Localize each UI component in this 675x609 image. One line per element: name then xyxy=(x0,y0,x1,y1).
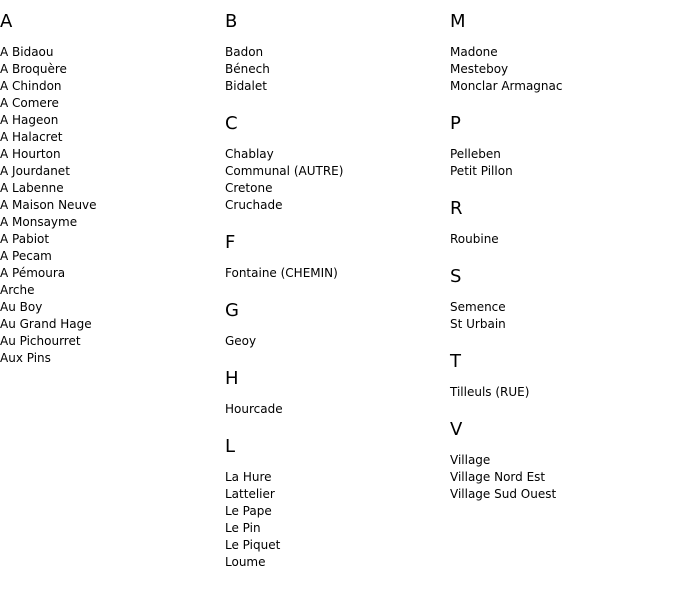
street-link[interactable]: Mesteboy xyxy=(450,62,509,76)
list-item xyxy=(225,163,445,180)
list-item xyxy=(0,248,220,265)
list-item xyxy=(0,350,220,367)
letter-heading: R xyxy=(450,198,463,219)
list-item xyxy=(0,231,220,248)
street-link[interactable]: A Comere xyxy=(0,96,59,110)
list-item xyxy=(450,486,670,503)
street-link[interactable]: Le Pape xyxy=(225,504,272,518)
list-item xyxy=(225,554,445,571)
street-link[interactable]: Bidalet xyxy=(225,79,267,93)
street-link[interactable]: Communal (AUTRE) xyxy=(225,164,344,178)
street-list xyxy=(450,231,670,248)
street-link[interactable]: Chablay xyxy=(225,147,274,161)
list-item xyxy=(0,163,220,180)
list-item xyxy=(0,316,220,333)
street-link[interactable]: La Hure xyxy=(225,470,272,484)
letter-section xyxy=(450,10,670,95)
list-item xyxy=(0,95,220,112)
letter-heading: C xyxy=(225,113,238,134)
list-item xyxy=(225,44,445,61)
list-item xyxy=(450,146,670,163)
street-link[interactable]: Village Sud Ouest xyxy=(450,487,557,501)
letter-section xyxy=(0,10,220,367)
street-link[interactable]: Au Pichourret xyxy=(0,334,81,348)
street-link[interactable]: A Pémoura xyxy=(0,266,66,280)
letter-section xyxy=(450,112,670,180)
street-link[interactable]: Cruchade xyxy=(225,198,283,212)
street-link[interactable]: Fontaine (CHEMIN) xyxy=(225,266,338,280)
list-item xyxy=(450,316,670,333)
street-link[interactable]: Petit Pillon xyxy=(450,164,513,178)
index-column-3 xyxy=(450,10,670,520)
list-item xyxy=(450,78,670,95)
list-item xyxy=(0,180,220,197)
street-link[interactable]: A Chindon xyxy=(0,79,62,93)
letter-heading: P xyxy=(450,113,461,134)
street-link[interactable]: Lattelier xyxy=(225,487,275,501)
letter-section xyxy=(225,10,445,95)
letter-heading: L xyxy=(225,436,236,457)
list-item xyxy=(450,231,670,248)
letter-section xyxy=(450,350,670,401)
street-list xyxy=(225,469,445,571)
letter-section xyxy=(450,418,670,503)
list-item xyxy=(0,146,220,163)
list-item xyxy=(0,282,220,299)
street-link[interactable]: Geoy xyxy=(225,334,257,348)
street-list xyxy=(450,452,670,503)
street-link[interactable]: St Urbain xyxy=(450,317,506,331)
street-link[interactable]: Au Grand Hage xyxy=(0,317,92,331)
list-item xyxy=(450,299,670,316)
street-link[interactable]: Village xyxy=(450,453,491,467)
letter-section xyxy=(450,265,670,333)
street-link[interactable]: Le Piquet xyxy=(225,538,281,552)
street-list xyxy=(450,384,670,401)
street-link[interactable]: A Hageon xyxy=(0,113,59,127)
list-item xyxy=(225,401,445,418)
list-item xyxy=(225,469,445,486)
street-link[interactable]: Village Nord Est xyxy=(450,470,546,484)
street-link[interactable]: A Pecam xyxy=(0,249,52,263)
street-link[interactable]: Bénech xyxy=(225,62,270,76)
list-item xyxy=(225,265,445,282)
list-item xyxy=(225,197,445,214)
list-item xyxy=(225,503,445,520)
letter-section xyxy=(225,435,445,571)
letter-heading: B xyxy=(225,11,238,32)
letter-heading: S xyxy=(450,266,462,287)
street-link[interactable]: Semence xyxy=(450,300,506,314)
street-link[interactable]: Tilleuls (RUE) xyxy=(450,385,530,399)
list-item xyxy=(225,180,445,197)
street-list xyxy=(0,44,220,367)
letter-heading: H xyxy=(225,368,239,389)
street-link[interactable]: Pelleben xyxy=(450,147,501,161)
letter-heading: T xyxy=(450,351,461,372)
letter-section xyxy=(450,197,670,248)
letter-heading: M xyxy=(450,11,466,32)
list-item xyxy=(225,537,445,554)
street-link[interactable]: A Halacret xyxy=(0,130,63,144)
list-item xyxy=(0,44,220,61)
street-list xyxy=(225,146,445,214)
street-link[interactable]: A Pabiot xyxy=(0,232,50,246)
letter-section xyxy=(225,112,445,214)
street-link[interactable]: Aux Pins xyxy=(0,351,51,365)
street-list xyxy=(225,401,445,418)
street-link[interactable]: Monclar Armagnac xyxy=(450,79,563,93)
street-link[interactable]: Loume xyxy=(225,555,266,569)
street-list xyxy=(450,44,670,95)
street-link[interactable]: Hourcade xyxy=(225,402,283,416)
street-list xyxy=(225,265,445,282)
list-item xyxy=(0,265,220,282)
street-list xyxy=(450,299,670,333)
street-link[interactable]: A Hourton xyxy=(0,147,61,161)
street-link[interactable]: Le Pin xyxy=(225,521,261,535)
list-item xyxy=(225,333,445,350)
index-column-2 xyxy=(225,10,445,588)
list-item xyxy=(0,197,220,214)
letter-section xyxy=(225,231,445,282)
list-item xyxy=(0,78,220,95)
street-link[interactable]: A Broquère xyxy=(0,62,67,76)
street-link[interactable]: Au Boy xyxy=(0,300,43,314)
list-item xyxy=(450,469,670,486)
letter-heading: V xyxy=(450,419,463,440)
list-item xyxy=(0,112,220,129)
street-list xyxy=(225,333,445,350)
list-item xyxy=(225,78,445,95)
street-link[interactable]: A Labenne xyxy=(0,181,64,195)
letter-heading: A xyxy=(0,11,13,32)
list-item xyxy=(0,299,220,316)
index-column-1 xyxy=(0,10,220,384)
street-list xyxy=(225,44,445,95)
letter-section xyxy=(225,367,445,418)
list-item xyxy=(0,129,220,146)
list-item xyxy=(450,384,670,401)
street-link[interactable]: Roubine xyxy=(450,232,499,246)
list-item xyxy=(450,163,670,180)
list-item xyxy=(0,333,220,350)
letter-section xyxy=(225,299,445,350)
list-item xyxy=(450,44,670,61)
list-item xyxy=(0,214,220,231)
street-link[interactable]: Madone xyxy=(450,45,498,59)
street-link[interactable]: A Monsayme xyxy=(0,215,78,229)
list-item xyxy=(225,146,445,163)
street-link[interactable]: Badon xyxy=(225,45,264,59)
street-link[interactable]: Arche xyxy=(0,283,35,297)
letter-heading: G xyxy=(225,300,239,321)
list-item xyxy=(225,486,445,503)
list-item xyxy=(225,520,445,537)
list-item xyxy=(450,452,670,469)
street-link[interactable]: A Jourdanet xyxy=(0,164,70,178)
list-item xyxy=(225,61,445,78)
street-link[interactable]: A Maison Neuve xyxy=(0,198,97,212)
list-item xyxy=(450,61,670,78)
list-item xyxy=(0,61,220,78)
street-link[interactable]: Cretone xyxy=(225,181,273,195)
street-link[interactable]: A Bidaou xyxy=(0,45,54,59)
letter-heading: F xyxy=(225,232,236,253)
street-list xyxy=(450,146,670,180)
